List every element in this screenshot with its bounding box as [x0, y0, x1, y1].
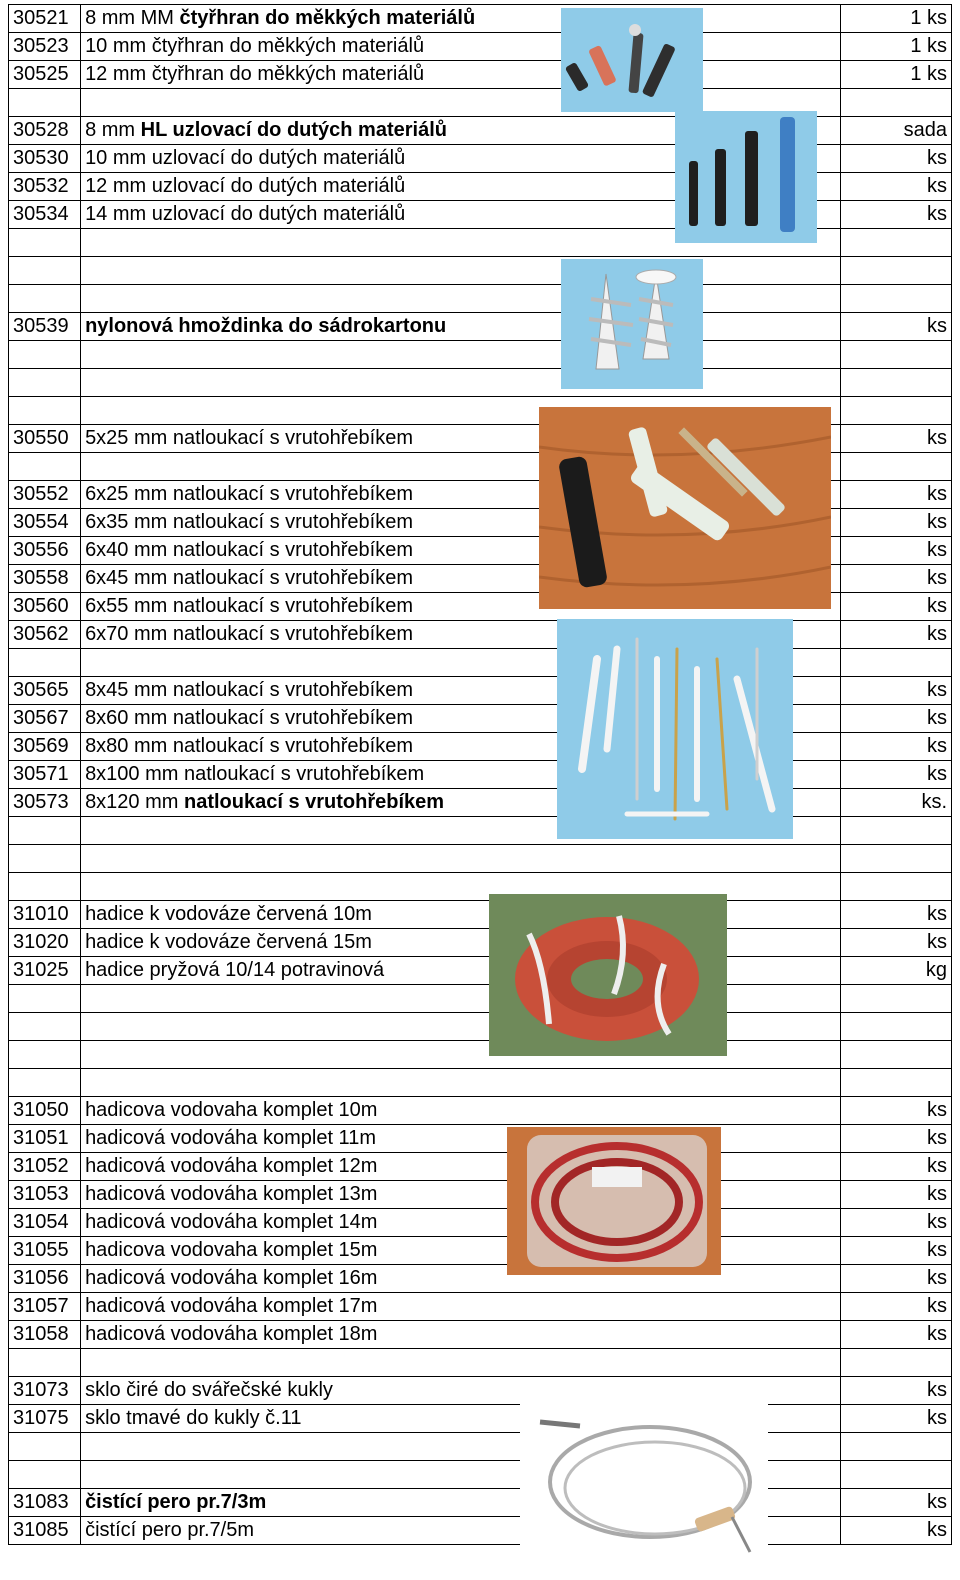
item-code [9, 229, 81, 257]
item-code [9, 257, 81, 285]
item-unit: 1 ks [841, 5, 952, 33]
item-unit: ks. [841, 789, 952, 817]
photo-hammer-anchors-blue [557, 619, 793, 839]
description-text: hadice k vodováze červená 15m [85, 931, 372, 953]
item-unit [841, 845, 952, 873]
item-code: 31073 [9, 1377, 81, 1405]
item-code [9, 1013, 81, 1041]
item-unit: ks [841, 705, 952, 733]
item-unit: ks [841, 1125, 952, 1153]
item-unit: ks [841, 621, 952, 649]
item-code [9, 453, 81, 481]
item-description [81, 369, 841, 397]
item-description [81, 1377, 841, 1405]
description-bold-text: HL uzlovací do dutých materiálů [140, 119, 447, 141]
table-row [9, 1069, 952, 1097]
table-row [9, 1461, 952, 1489]
description-text: 10 mm čtyřhran do měkkých materiálů [85, 35, 425, 57]
item-unit: ks [841, 481, 952, 509]
description-bold-text: čtyřhran do měkkých materiálů [179, 7, 476, 29]
table-row [9, 1321, 952, 1349]
item-unit: ks [841, 537, 952, 565]
item-code [9, 1041, 81, 1069]
description-text: hadice k vodováze červená 10m [85, 903, 372, 925]
item-unit: ks [841, 1181, 952, 1209]
photo-hammer-anchors-wood [539, 407, 831, 609]
item-code: 31056 [9, 1265, 81, 1293]
item-description [81, 257, 841, 285]
item-code: 30550 [9, 425, 81, 453]
description-text: 6x35 mm natloukací s vrutohřebíkem [85, 511, 413, 533]
item-code: 31083 [9, 1489, 81, 1517]
description-text: 6x40 mm natloukací s vrutohřebíkem [85, 539, 413, 561]
item-unit [841, 285, 952, 313]
item-code [9, 1461, 81, 1489]
table-row [9, 1405, 952, 1433]
description-text: hadicova vodovaha komplet 10m [85, 1099, 378, 1121]
table-row [9, 929, 952, 957]
description-text: hadice pryžová 10/14 potravinová [85, 959, 385, 981]
item-unit: ks [841, 1405, 952, 1433]
item-code [9, 985, 81, 1013]
photo-knot-anchors [675, 111, 817, 243]
description-text: hadicová vodováha komplet 13m [85, 1183, 378, 1205]
item-description [81, 1293, 841, 1321]
item-code: 31058 [9, 1321, 81, 1349]
item-code: 31052 [9, 1153, 81, 1181]
description-text: čistící pero pr.7/5m [85, 1519, 255, 1541]
description-bold-text: natloukací s vrutohřebíkem [184, 791, 445, 813]
item-description [81, 5, 841, 33]
table-row [9, 761, 952, 789]
item-unit [841, 1461, 952, 1489]
photo-drywall-anchors [561, 259, 703, 389]
description-text: 6x25 mm natloukací s vrutohřebíkem [85, 483, 413, 505]
item-code: 31054 [9, 1209, 81, 1237]
description-text: sklo čiré do svářečské kukly [85, 1379, 333, 1401]
item-description [81, 1097, 841, 1125]
item-unit: ks [841, 677, 952, 705]
table-row [9, 1237, 952, 1265]
item-code [9, 369, 81, 397]
item-code [9, 285, 81, 313]
item-unit [841, 229, 952, 257]
table-row [9, 1125, 952, 1153]
table-row [9, 621, 952, 649]
item-code [9, 397, 81, 425]
item-unit: ks [841, 1153, 952, 1181]
photo-cleaning-brush [520, 1402, 768, 1568]
item-code [9, 845, 81, 873]
item-code: 30523 [9, 33, 81, 61]
item-code: 30565 [9, 677, 81, 705]
item-code [9, 1069, 81, 1097]
item-unit: ks [841, 929, 952, 957]
table-row [9, 817, 952, 845]
item-description [81, 845, 841, 873]
item-code [9, 1349, 81, 1377]
table-row [9, 33, 952, 61]
table-row [9, 1097, 952, 1125]
table-row [9, 1377, 952, 1405]
item-code [9, 817, 81, 845]
table-row [9, 1153, 952, 1181]
item-code: 31025 [9, 957, 81, 985]
table-row [9, 901, 952, 929]
table-row [9, 649, 952, 677]
description-text: hadicová vodováha komplet 11m [85, 1127, 376, 1149]
table-row [9, 369, 952, 397]
item-description [81, 341, 841, 369]
description-bold-text: nylonová hmoždinka do sádrokartonu [85, 315, 447, 337]
item-unit [841, 873, 952, 901]
item-unit: ks [841, 313, 952, 341]
description-text: 5x25 mm natloukací s vrutohřebíkem [85, 427, 413, 449]
item-code: 31057 [9, 1293, 81, 1321]
item-unit [841, 1069, 952, 1097]
item-description [81, 61, 841, 89]
table-row [9, 341, 952, 369]
item-unit [841, 89, 952, 117]
item-unit: ks [841, 1097, 952, 1125]
item-description [81, 1265, 841, 1293]
item-unit: ks [841, 145, 952, 173]
item-code: 30525 [9, 61, 81, 89]
item-unit: 1 ks [841, 33, 952, 61]
item-unit: ks [841, 901, 952, 929]
item-code: 31051 [9, 1125, 81, 1153]
item-code: 30569 [9, 733, 81, 761]
item-unit [841, 1013, 952, 1041]
item-unit: ks [841, 1517, 952, 1545]
item-unit: ks [841, 733, 952, 761]
item-description [81, 1181, 841, 1209]
description-text: 6x45 mm natloukací s vrutohřebíkem [85, 567, 413, 589]
table-row [9, 957, 952, 985]
item-unit: sada [841, 117, 952, 145]
item-unit: ks [841, 201, 952, 229]
item-unit: ks [841, 1237, 952, 1265]
table-row [9, 285, 952, 313]
item-unit: ks [841, 1293, 952, 1321]
item-code: 30521 [9, 5, 81, 33]
item-code: 30532 [9, 173, 81, 201]
item-unit: ks [841, 1209, 952, 1237]
item-unit: ks [841, 1377, 952, 1405]
item-code: 31020 [9, 929, 81, 957]
description-text: 8 mm [85, 119, 141, 141]
item-code: 30571 [9, 761, 81, 789]
table-row [9, 733, 952, 761]
item-description [81, 1125, 841, 1153]
item-code: 30573 [9, 789, 81, 817]
item-code: 30556 [9, 537, 81, 565]
table-row [9, 1433, 952, 1461]
table-row [9, 677, 952, 705]
item-unit [841, 817, 952, 845]
item-code: 30562 [9, 621, 81, 649]
description-text: 12 mm uzlovací do dutých materiálů [85, 175, 406, 197]
item-unit [841, 369, 952, 397]
description-text: 8x80 mm natloukací s vrutohřebíkem [85, 735, 413, 757]
table-row [9, 1181, 952, 1209]
item-description [81, 33, 841, 61]
item-unit: ks [841, 1489, 952, 1517]
item-unit: ks [841, 593, 952, 621]
photo-water-level-bag [507, 1127, 721, 1275]
description-text: 6x70 mm natloukací s vrutohřebíkem [85, 623, 413, 645]
item-description [81, 1321, 841, 1349]
item-description [81, 285, 841, 313]
item-description [81, 1069, 841, 1097]
item-code: 30528 [9, 117, 81, 145]
description-text: 8x120 mm [85, 791, 184, 813]
description-text: 12 mm čtyřhran do měkkých materiálů [85, 63, 425, 85]
description-text: 8x100 mm natloukací s vrutohřebíkem [85, 763, 425, 785]
item-code: 30567 [9, 705, 81, 733]
table-row [9, 5, 952, 33]
item-code: 31050 [9, 1097, 81, 1125]
photo-red-hose-coil [489, 894, 727, 1056]
item-code: 30534 [9, 201, 81, 229]
description-text: hadicová vodováha komplet 18m [85, 1323, 378, 1345]
item-unit [841, 453, 952, 481]
item-code: 31075 [9, 1405, 81, 1433]
table-row [9, 61, 952, 89]
item-code: 31053 [9, 1181, 81, 1209]
item-unit [841, 1349, 952, 1377]
item-code [9, 1433, 81, 1461]
item-code: 30552 [9, 481, 81, 509]
table-row [9, 1489, 952, 1517]
item-unit: ks [841, 565, 952, 593]
item-code [9, 873, 81, 901]
description-text: hadicová vodováha komplet 14m [85, 1211, 378, 1233]
item-unit [841, 1433, 952, 1461]
description-text: hadicová vodováha komplet 17m [85, 1295, 378, 1317]
item-code [9, 341, 81, 369]
item-description [81, 1237, 841, 1265]
description-bold-text: čistící pero pr.7/3m [85, 1491, 267, 1513]
description-text: 8 mm MM [85, 7, 180, 29]
item-unit: kg [841, 957, 952, 985]
description-text: hadicová vodováha komplet 16m [85, 1267, 378, 1289]
item-description [81, 1349, 841, 1377]
description-text: hadicová vodováha komplet 12m [85, 1155, 378, 1177]
table-row [9, 845, 952, 873]
table-row [9, 1349, 952, 1377]
table-row [9, 1517, 952, 1545]
description-text: 10 mm uzlovací do dutých materiálů [85, 147, 406, 169]
item-code: 30539 [9, 313, 81, 341]
item-unit: ks [841, 173, 952, 201]
description-text: 14 mm uzlovací do dutých materiálů [85, 203, 406, 225]
item-unit [841, 985, 952, 1013]
item-code: 30558 [9, 565, 81, 593]
item-code: 31055 [9, 1237, 81, 1265]
item-code: 30554 [9, 509, 81, 537]
item-unit [841, 649, 952, 677]
description-text: 8x45 mm natloukací s vrutohřebíkem [85, 679, 413, 701]
description-text: 6x55 mm natloukací s vrutohřebíkem [85, 595, 413, 617]
item-code [9, 89, 81, 117]
item-code: 31010 [9, 901, 81, 929]
item-code: 31085 [9, 1517, 81, 1545]
table-row [9, 313, 952, 341]
table-row [9, 1209, 952, 1237]
table-row [9, 873, 952, 901]
item-description [81, 1153, 841, 1181]
description-text: sklo tmavé do kukly č.11 [85, 1407, 302, 1429]
item-unit: ks [841, 425, 952, 453]
item-unit [841, 1041, 952, 1069]
item-unit [841, 397, 952, 425]
item-unit [841, 257, 952, 285]
item-code: 30560 [9, 593, 81, 621]
table-row [9, 705, 952, 733]
item-unit [841, 341, 952, 369]
table-row [9, 985, 952, 1013]
table-row [9, 257, 952, 285]
table-row [9, 1013, 952, 1041]
item-unit: ks [841, 1265, 952, 1293]
description-text: hadicova vodovaha komplet 15m [85, 1239, 378, 1261]
item-description [81, 1209, 841, 1237]
item-unit: ks [841, 1321, 952, 1349]
item-unit: ks [841, 761, 952, 789]
item-unit: ks [841, 509, 952, 537]
table-row [9, 1041, 952, 1069]
item-description [81, 313, 841, 341]
item-code [9, 649, 81, 677]
table-row [9, 1293, 952, 1321]
price-list-sheet [8, 4, 952, 1568]
table-row [9, 1265, 952, 1293]
photo-square-anchors [561, 8, 703, 112]
item-code: 30530 [9, 145, 81, 173]
description-text: 8x60 mm natloukací s vrutohřebíkem [85, 707, 413, 729]
table-row [9, 789, 952, 817]
item-unit: 1 ks [841, 61, 952, 89]
